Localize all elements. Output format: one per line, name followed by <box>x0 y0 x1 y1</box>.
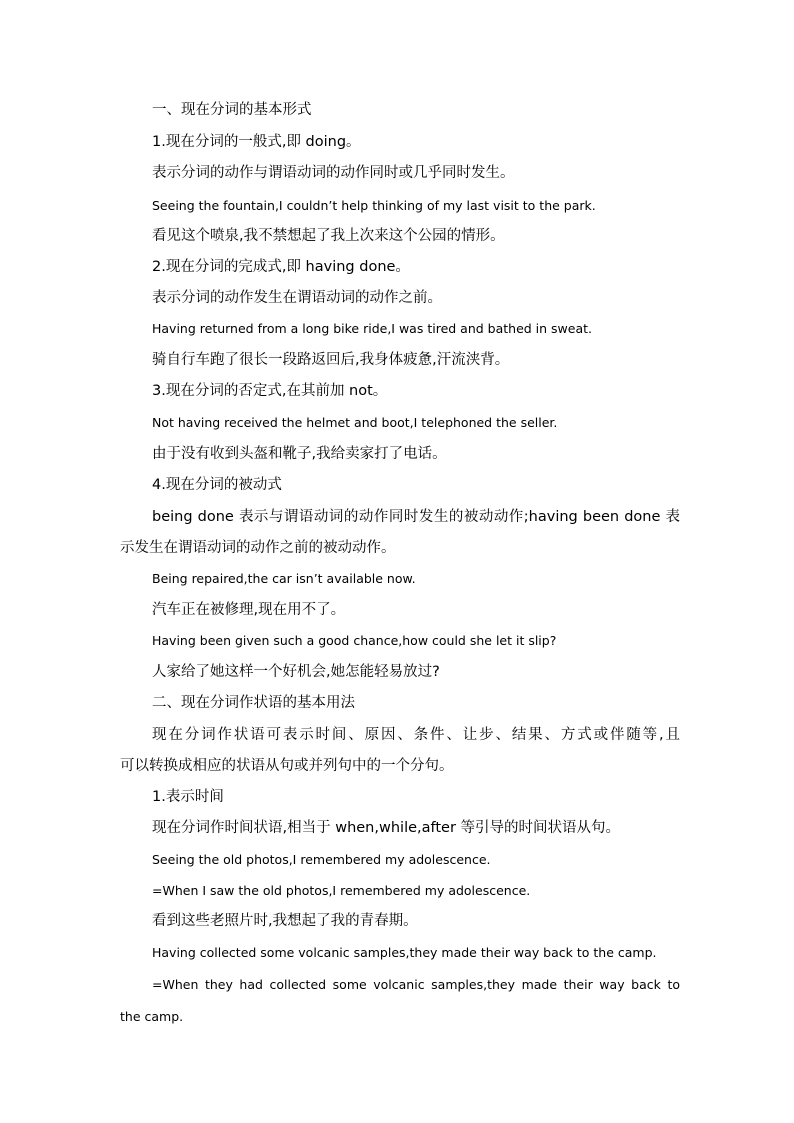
translation-line: 由于没有收到头盔和靴子,我给卖家打了电话。 <box>152 446 447 462</box>
example-sentence: =When I saw the old photos,I remembered my adolescence. <box>152 883 531 898</box>
subsection-heading: 1.表示时间 <box>152 789 224 805</box>
paragraph-line: 现在分词作时间状语,相当于 when,while,after 等引导的时间状语从句。 <box>152 820 621 836</box>
paragraph-line: 表示分词的动作与谓语动词的动作同时或几乎同时发生。 <box>152 165 515 181</box>
translation-line: 人家给了她这样一个好机会,她怎能轻易放过? <box>152 664 440 680</box>
example-sentence: =When they had collected some volcanic samples,they made their way back to <box>152 977 680 992</box>
translation-line: 看到这些老照片时,我想起了我的青春期。 <box>152 913 418 929</box>
paragraph-line: 可以转换成相应的状语从句或并列句中的一个分句。 <box>120 758 454 774</box>
example-sentence: Not having received the helmet and boot,I telephoned the seller. <box>152 415 558 430</box>
example-sentence: Having been given such a good chance,how could she let it slip? <box>152 633 557 648</box>
example-sentence: Seeing the fountain,I couldn’t help thinking of my last visit to the park. <box>152 198 596 213</box>
subsection-heading: 2.现在分词的完成式,即 having done。 <box>152 259 410 275</box>
example-sentence: the camp. <box>120 1009 184 1024</box>
translation-line: 看见这个喷泉,我不禁想起了我上次来这个公园的情形。 <box>152 228 505 244</box>
subsection-heading: 1.现在分词的一般式,即 doing。 <box>152 134 361 150</box>
translation-line: 骑自行车跑了很长一段路返回后,我身体疲惫,汗流浃背。 <box>152 352 510 368</box>
example-sentence: Being repaired,the car isn’t available now. <box>152 571 416 586</box>
section-heading: 一、现在分词的基本形式 <box>152 102 312 118</box>
paragraph-line: 表示分词的动作发生在谓语动词的动作之前。 <box>152 290 442 306</box>
example-sentence: Having collected some volcanic samples,they made their way back to the camp. <box>152 945 657 960</box>
example-sentence: Seeing the old photos,I remembered my adolescence. <box>152 852 491 867</box>
paragraph-line: 现在分词作状语可表示时间、原因、条件、让步、结果、方式或伴随等,且 <box>152 727 680 743</box>
paragraph-line: being done 表示与谓语动词的动作同时发生的被动动作;having been done 表 <box>152 509 680 525</box>
translation-line: 汽车正在被修理,现在用不了。 <box>152 602 346 618</box>
section-heading: 二、现在分词作状语的基本用法 <box>152 695 355 711</box>
subsection-heading: 4.现在分词的被动式 <box>152 477 282 493</box>
example-sentence: Having returned from a long bike ride,I was tired and bathed in sweat. <box>152 321 593 336</box>
subsection-heading: 3.现在分词的否定式,在其前加 not。 <box>152 383 388 399</box>
paragraph-line: 示发生在谓语动词的动作之前的被动动作。 <box>120 540 396 556</box>
